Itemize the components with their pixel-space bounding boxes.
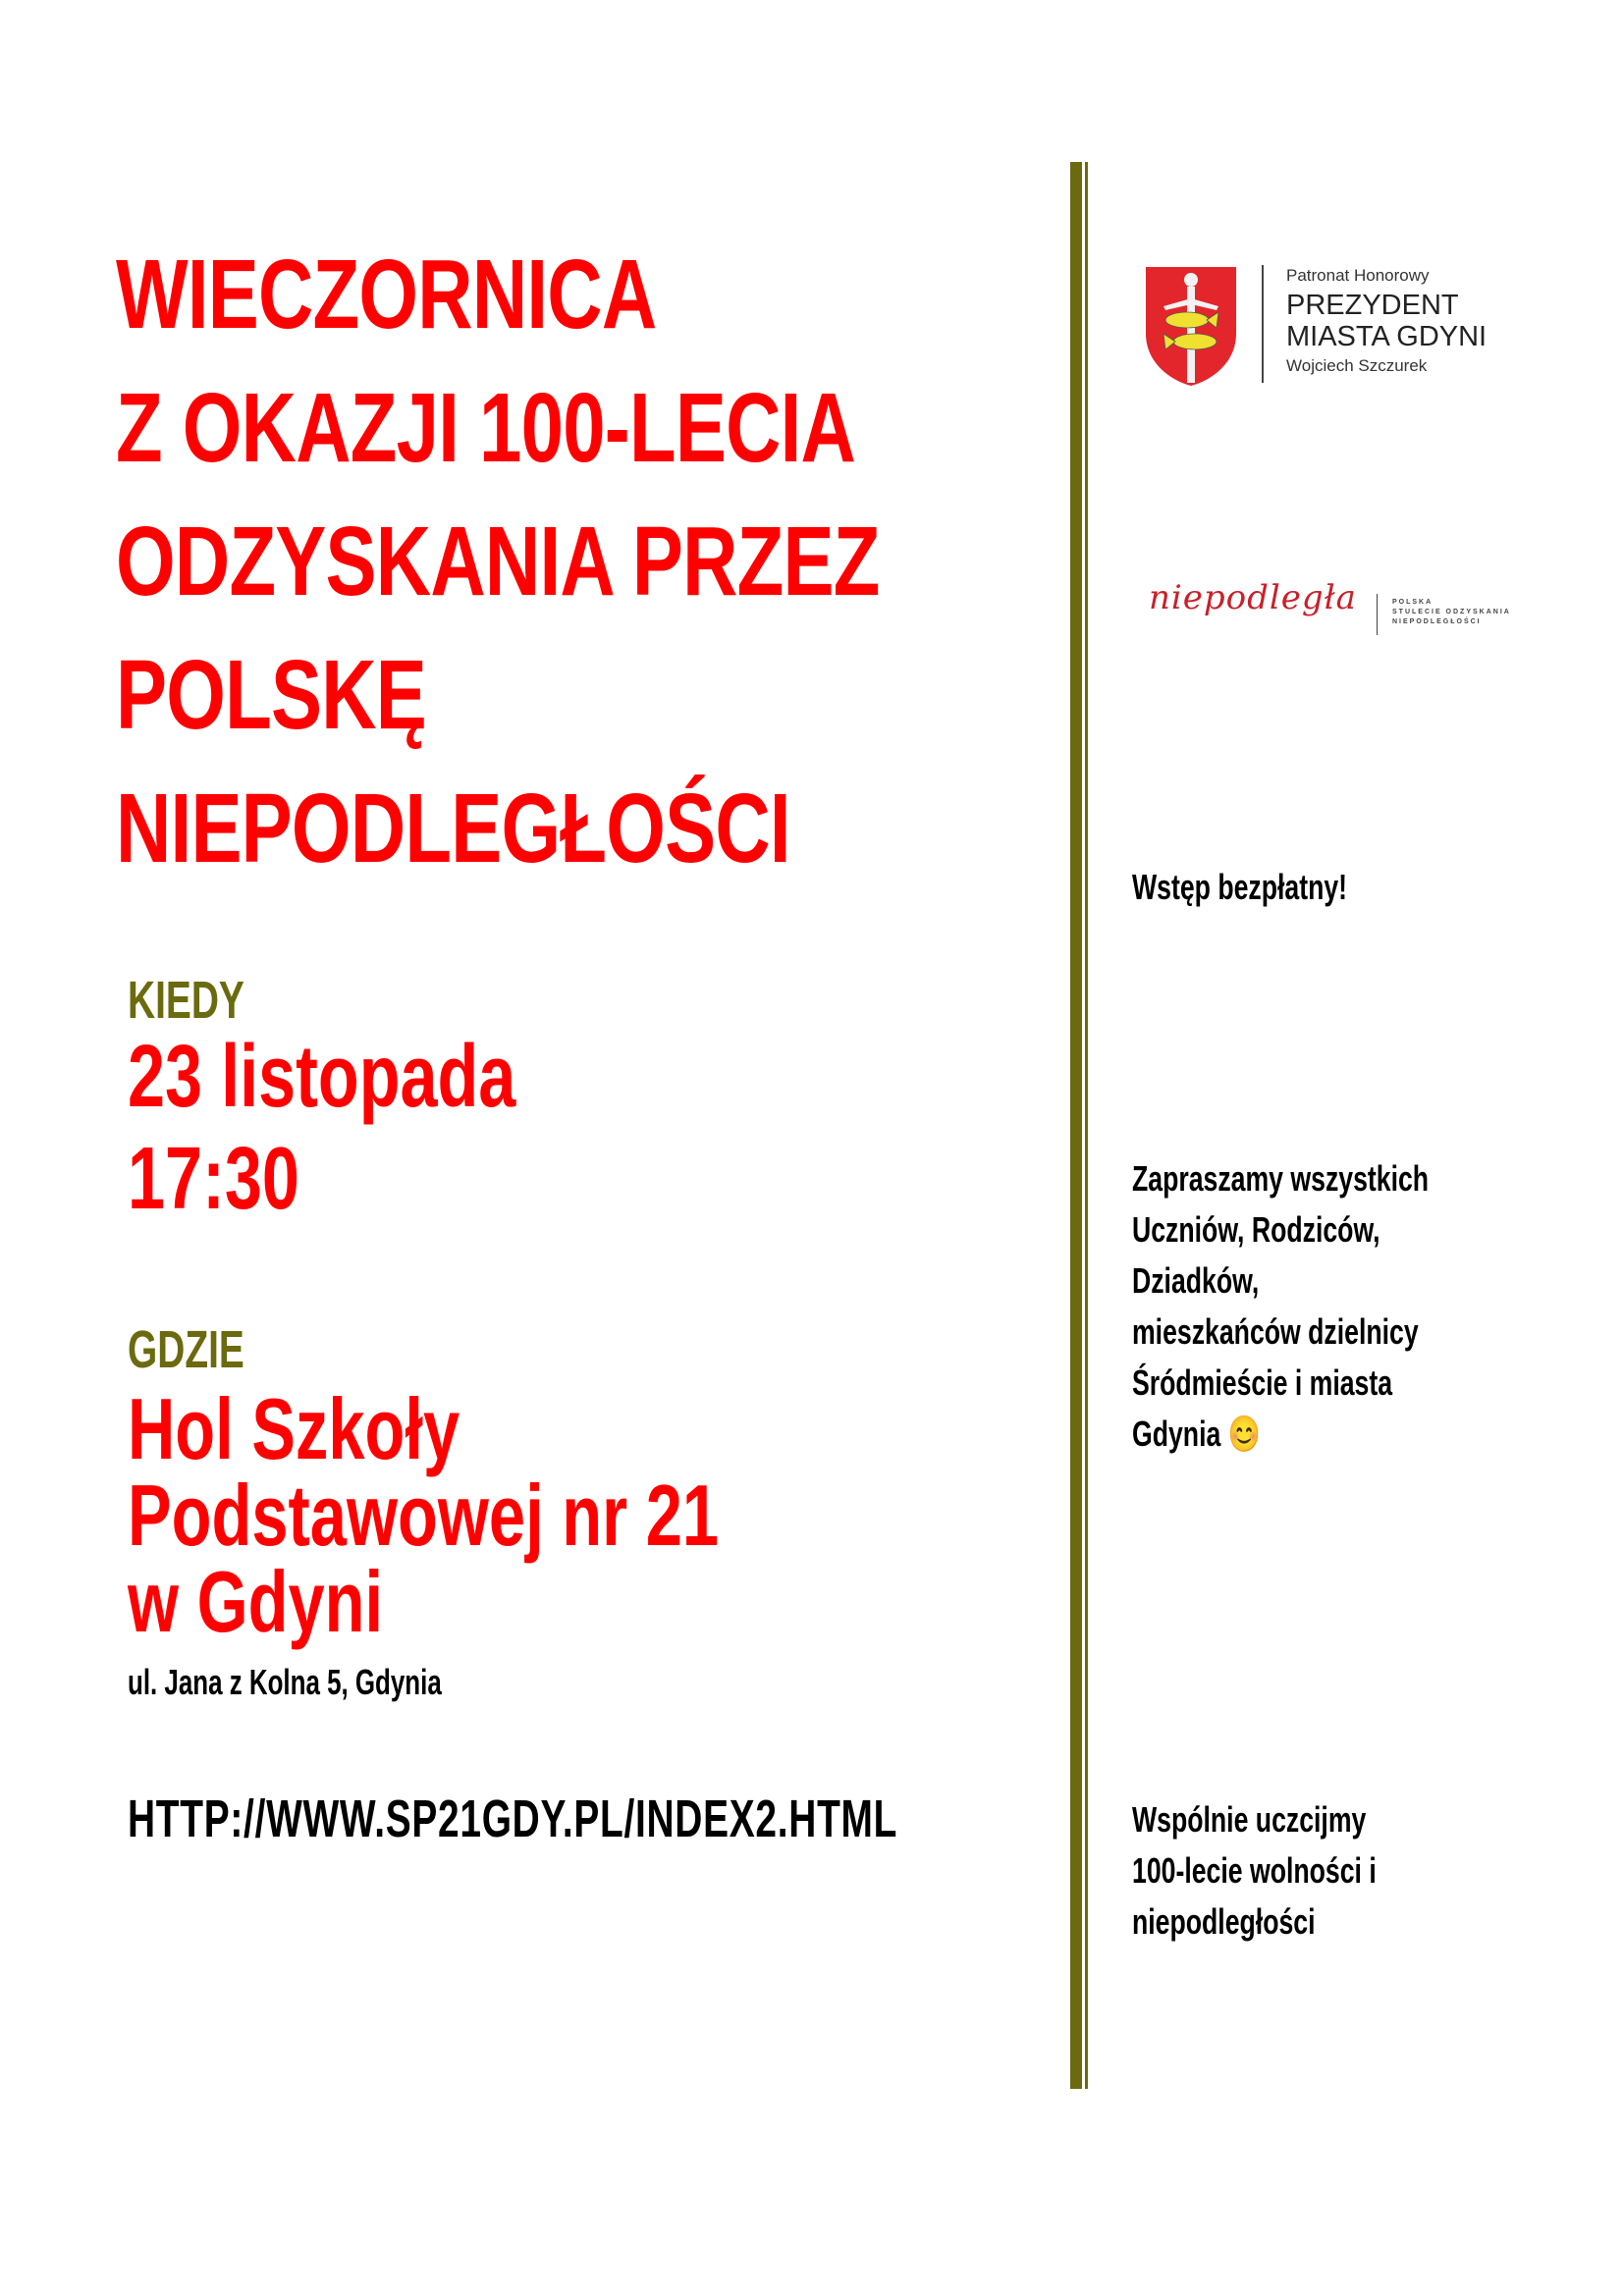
- event-date-time: [128, 1026, 515, 1230]
- free-entry-note: Wstęp bezpłatny!: [1132, 867, 1348, 907]
- vertical-divider: [1070, 162, 1082, 2089]
- venue-address: ul. Jana z Kolna 5, Gdynia: [128, 1662, 442, 1702]
- venue-line: w Gdyni: [128, 1553, 384, 1650]
- patron-title: [1286, 290, 1487, 352]
- logo-divider: [1377, 594, 1378, 635]
- niepodlegla-script: niepodległa: [1149, 578, 1357, 617]
- patron-logo: [1139, 260, 1551, 398]
- invitation-line: mieszkańców dzielnicy: [1132, 1311, 1419, 1352]
- patron-line: Patronat Honorowy: [1286, 266, 1430, 285]
- invitation-line: Gdynia 😊: [1132, 1414, 1261, 1454]
- event-venue: [128, 1380, 720, 1650]
- niepodlegla-caption: [1392, 598, 1511, 627]
- invitation-text: [1132, 1153, 1429, 1460]
- invitation-line: Zapraszamy wszystkich: [1132, 1158, 1430, 1199]
- closing-line: niepodległości: [1132, 1901, 1316, 1942]
- patron-title-line: PREZYDENT: [1286, 290, 1459, 321]
- invitation-line: Śródmieście i miasta: [1132, 1362, 1393, 1403]
- title-line: NIEPODLEGŁOŚCI: [116, 774, 790, 883]
- caption-line: NIEPODLEGŁOŚCI: [1392, 618, 1482, 625]
- event-time: 17:30: [128, 1130, 299, 1228]
- title-line: POLSKĘ: [116, 640, 427, 750]
- title-line: WIECZORNICA: [116, 240, 657, 349]
- logo-divider: [1262, 265, 1264, 383]
- patron-name: Wojciech Szczurek: [1286, 356, 1428, 375]
- caption-line: POLSKA: [1392, 599, 1434, 606]
- closing-line: 100-lecie wolności i: [1132, 1850, 1377, 1891]
- event-title: [116, 228, 880, 895]
- closing-text: [1132, 1794, 1377, 1948]
- invitation-line: Dziadków,: [1132, 1260, 1260, 1301]
- patron-title-line: MIASTA GDYNI: [1286, 321, 1488, 352]
- school-website-link[interactable]: HTTP://WWW.SP21GDY.PL/INDEX2.HTML: [128, 1789, 898, 1848]
- gdynia-coat-of-arms-icon: [1142, 265, 1240, 388]
- invitation-line: Uczniów, Rodziców,: [1132, 1209, 1380, 1250]
- title-line: Z OKAZJI 100-LECIA: [116, 373, 856, 483]
- event-date: 23 listopada: [128, 1028, 516, 1126]
- niepodlegla-logo: [1149, 574, 1522, 633]
- venue-line: Podstawowej nr 21: [128, 1467, 720, 1564]
- venue-line: Hol Szkoły: [128, 1380, 460, 1477]
- where-label: GDZIE: [128, 1320, 244, 1379]
- when-label: KIEDY: [128, 971, 244, 1030]
- vertical-divider-thin: [1085, 162, 1088, 2089]
- caption-line: STULECIE ODZYSKANIA: [1392, 609, 1511, 615]
- closing-line: Wspólnie uczcijmy: [1132, 1799, 1367, 1840]
- title-line: ODZYSKANIA PRZEZ: [116, 507, 880, 616]
